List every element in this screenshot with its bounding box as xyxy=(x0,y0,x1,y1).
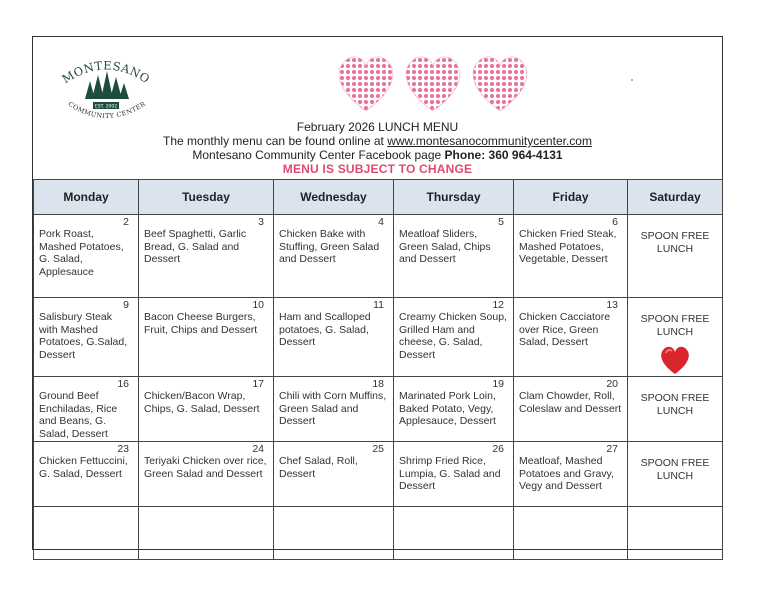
empty-week-row xyxy=(34,507,723,560)
day-number: 20 xyxy=(606,378,618,390)
day-cell xyxy=(34,215,139,298)
day-number: 12 xyxy=(492,299,504,311)
speck-mark xyxy=(631,79,633,81)
day-cell xyxy=(139,298,274,377)
meal-text: Marinated Pork Loin, Baked Potato, Vegy, Applesauce, Dessert xyxy=(399,390,496,427)
day-number: 18 xyxy=(372,378,384,390)
day-number: 16 xyxy=(117,378,129,390)
day-cell xyxy=(394,442,514,507)
meal-text: Teriyaki Chicken over rice, Green Salad and Dessert xyxy=(144,455,267,480)
week-row xyxy=(34,215,723,298)
day-number: 23 xyxy=(117,443,129,455)
day-header: Thursday xyxy=(394,180,514,215)
day-header: Friday xyxy=(514,180,628,215)
day-cell xyxy=(34,377,139,442)
day-number: 9 xyxy=(123,299,129,311)
day-number: 26 xyxy=(492,443,504,455)
day-cell xyxy=(274,442,394,507)
week-row xyxy=(34,442,723,507)
meal-text: Chicken/Bacon Wrap, Chips, G. Salad, Dessert xyxy=(144,390,260,415)
meal-text: SPOON FREE LUNCH xyxy=(640,457,710,482)
menu-page xyxy=(32,36,723,550)
week-row xyxy=(34,377,723,442)
empty-cell xyxy=(394,507,514,560)
logo-name: MONTESANO xyxy=(59,58,153,87)
day-cell xyxy=(34,298,139,377)
meal-text: Chili with Corn Muffins, Green Salad and Dessert xyxy=(279,390,387,427)
website-prefix: The monthly menu can be found online at xyxy=(163,134,388,148)
saturday-cell xyxy=(628,298,723,377)
day-cell xyxy=(394,215,514,298)
saturday-cell xyxy=(628,215,723,298)
website-link[interactable]: www.montesanocommunitycenter.com xyxy=(387,134,592,148)
empty-cell xyxy=(628,507,723,560)
day-cell xyxy=(394,377,514,442)
day-cell xyxy=(514,442,628,507)
meal-text: Chicken Fried Steak, Mashed Potatoes, Vegetable, Dessert xyxy=(519,228,617,265)
meal-text: SPOON FREE LUNCH xyxy=(640,313,710,338)
day-header: Wednesday xyxy=(274,180,394,215)
phone-number: 360 964-4131 xyxy=(485,148,563,162)
day-cell xyxy=(139,215,274,298)
meal-text: Ham and Scalloped potatoes, G. Salad, Dessert xyxy=(279,311,371,348)
page-header xyxy=(33,37,722,179)
meal-text: SPOON FREE LUNCH xyxy=(640,392,710,417)
meal-text: SPOON FREE LUNCH xyxy=(640,230,710,255)
facebook-text: Montesano Community Center Facebook page xyxy=(192,148,445,162)
meal-text: Chicken Fettuccini, G. Salad, Dessert xyxy=(39,455,128,480)
meal-text: Meatloaf, Mashed Potatoes and Gravy, Vegy and Dessert xyxy=(519,455,614,492)
week-row xyxy=(34,298,723,377)
day-cell xyxy=(274,215,394,298)
meal-text: Creamy Chicken Soup, Grilled Ham and cheese, G. Salad, Dessert xyxy=(399,311,507,361)
meal-text: Chicken Bake with Stuffing, Green Salad and Dessert xyxy=(279,228,380,265)
day-number: 5 xyxy=(498,216,504,228)
meal-text: Chef Salad, Roll, Dessert xyxy=(279,455,358,480)
hearts-icon xyxy=(333,51,533,117)
day-number: 6 xyxy=(612,216,618,228)
meal-text: Meatloaf Sliders, Green Salad, Chips and Dessert xyxy=(399,228,491,265)
empty-cell xyxy=(514,507,628,560)
phone-label: Phone: xyxy=(444,148,486,162)
day-number: 4 xyxy=(378,216,384,228)
meal-text: Chicken Cacciatore over Rice, Green Salad, Dessert xyxy=(519,311,611,348)
day-cell xyxy=(139,442,274,507)
menu-calendar xyxy=(33,179,723,560)
day-cell xyxy=(514,215,628,298)
meal-text: Ground Beef Enchiladas, Rice and Beans, G. Salad, Dessert xyxy=(39,390,118,440)
empty-cell xyxy=(274,507,394,560)
day-cell xyxy=(274,298,394,377)
meal-text: Shrimp Fried Rice, Lumpia, G. Salad and Dessert xyxy=(399,455,501,492)
day-cell xyxy=(139,377,274,442)
empty-cell xyxy=(139,507,274,560)
day-number: 2 xyxy=(123,216,129,228)
day-number: 27 xyxy=(606,443,618,455)
day-number: 17 xyxy=(252,378,264,390)
empty-cell xyxy=(34,507,139,560)
day-number: 13 xyxy=(606,299,618,311)
facebook-line xyxy=(33,148,722,162)
day-cell xyxy=(34,442,139,507)
logo-subtitle: COMMUNITY CENTER xyxy=(66,99,148,121)
day-header-row xyxy=(34,180,723,215)
day-number: 25 xyxy=(372,443,384,455)
logo-est: EST. 2002 xyxy=(94,104,118,110)
meal-text: Beef Spaghetti, Garlic Bread, G. Salad and Dessert xyxy=(144,228,247,265)
day-cell xyxy=(394,298,514,377)
day-cell xyxy=(514,377,628,442)
day-number: 10 xyxy=(252,299,264,311)
change-notice: MENU IS SUBJECT TO CHANGE xyxy=(282,162,473,176)
day-cell xyxy=(274,377,394,442)
meal-text: Pork Roast, Mashed Potatoes, G. Salad, Applesauce xyxy=(39,228,124,278)
title-block xyxy=(33,120,722,176)
day-header: Monday xyxy=(34,180,139,215)
meal-text: Salisbury Steak with Mashed Potatoes, G.Salad, Dessert xyxy=(39,311,128,361)
day-cell xyxy=(514,298,628,377)
meal-text: Clam Chowder, Roll, Coleslaw and Dessert xyxy=(519,390,622,415)
heart-icon xyxy=(658,344,692,376)
day-header: Saturday xyxy=(628,180,723,215)
day-number: 19 xyxy=(492,378,504,390)
menu-title: February 2026 LUNCH MENU xyxy=(296,120,459,134)
day-number: 24 xyxy=(252,443,264,455)
day-number: 3 xyxy=(258,216,264,228)
saturday-cell xyxy=(628,442,723,507)
day-header: Tuesday xyxy=(139,180,274,215)
website-line xyxy=(33,134,722,148)
day-number: 11 xyxy=(373,299,384,311)
meal-text: Bacon Cheese Burgers, Fruit, Chips and Dessert xyxy=(144,311,258,336)
saturday-cell xyxy=(628,377,723,442)
